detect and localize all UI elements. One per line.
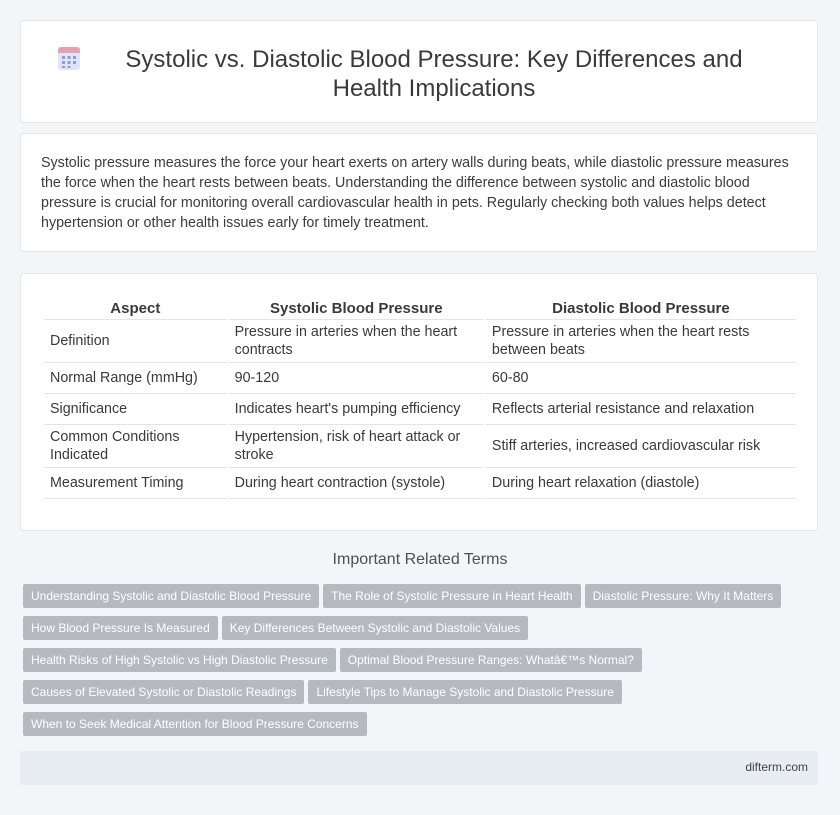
- related-terms-list: [23, 584, 823, 744]
- intro-card: [20, 133, 818, 252]
- related-term-tag[interactable]: Health Risks of High Systolic vs High Diastolic Pressure: [23, 648, 336, 672]
- related-term-tag[interactable]: How Blood Pressure Is Measured: [23, 616, 218, 640]
- column-header-aspect: Aspect: [44, 295, 227, 320]
- table-cell: During heart relaxation (diastole): [486, 468, 796, 499]
- header-card: [20, 20, 818, 123]
- table-cell: Reflects arterial resistance and relaxation: [486, 394, 796, 425]
- footer-domain[interactable]: difterm.com: [745, 760, 808, 774]
- related-term-tag[interactable]: The Role of Systolic Pressure in Heart Health: [323, 584, 580, 608]
- related-terms-title: Important Related Terms: [332, 551, 508, 568]
- related-term-tag[interactable]: When to Seek Medical Attention for Blood Pressure Concerns: [23, 712, 367, 736]
- page-title: Systolic vs. Diastolic Blood Pressure: Key Differences and Health Implications: [125, 46, 743, 102]
- table-cell: Common Conditions Indicated: [44, 425, 227, 468]
- table-row: [44, 468, 796, 499]
- table-row: [44, 363, 796, 394]
- footer: [20, 751, 818, 785]
- comparison-table: [42, 295, 798, 499]
- comparison-table-card: [20, 273, 818, 531]
- related-term-tag[interactable]: Key Differences Between Systolic and Diastolic Values: [222, 616, 528, 640]
- related-term-tag[interactable]: Causes of Elevated Systolic or Diastolic Readings: [23, 680, 304, 704]
- table-cell: Pressure in arteries when the heart contracts: [229, 320, 484, 363]
- table-cell: Measurement Timing: [44, 468, 227, 499]
- table-row: [44, 394, 796, 425]
- table-row: [44, 425, 796, 468]
- table-row: [44, 320, 796, 363]
- related-term-tag[interactable]: Understanding Systolic and Diastolic Blood Pressure: [23, 584, 319, 608]
- table-cell: During heart contraction (systole): [229, 468, 484, 499]
- related-term-tag[interactable]: Optimal Blood Pressure Ranges: Whatâ€™s Normal?: [340, 648, 642, 672]
- table-header-row: [44, 295, 796, 320]
- table-cell: 90-120: [229, 363, 484, 394]
- intro-paragraph: Systolic pressure measures the force your heart exerts on artery walls during beats, while diastolic pressure measures the force when the heart rests between beats. Understanding the difference between systolic and diastolic blood pressure is crucial for monitoring overall cardiovascular health in pets. Regularly checking both values helps detect hypertension or other health issues early for timely treatment.: [41, 155, 789, 231]
- column-header-diastolic: Diastolic Blood Pressure: [486, 295, 796, 320]
- table-cell: 60-80: [486, 363, 796, 394]
- table-cell: Definition: [44, 320, 227, 363]
- related-term-tag[interactable]: Lifestyle Tips to Manage Systolic and Diastolic Pressure: [308, 680, 621, 704]
- table-cell: Indicates heart's pumping efficiency: [229, 394, 484, 425]
- table-cell: Hypertension, risk of heart attack or stroke: [229, 425, 484, 468]
- table-cell: Stiff arteries, increased cardiovascular risk: [486, 425, 796, 468]
- related-term-tag[interactable]: Diastolic Pressure: Why It Matters: [585, 584, 782, 608]
- table-cell: Pressure in arteries when the heart rests between beats: [486, 320, 796, 363]
- column-header-systolic: Systolic Blood Pressure: [229, 295, 484, 320]
- table-cell: Normal Range (mmHg): [44, 363, 227, 394]
- table-cell: Significance: [44, 394, 227, 425]
